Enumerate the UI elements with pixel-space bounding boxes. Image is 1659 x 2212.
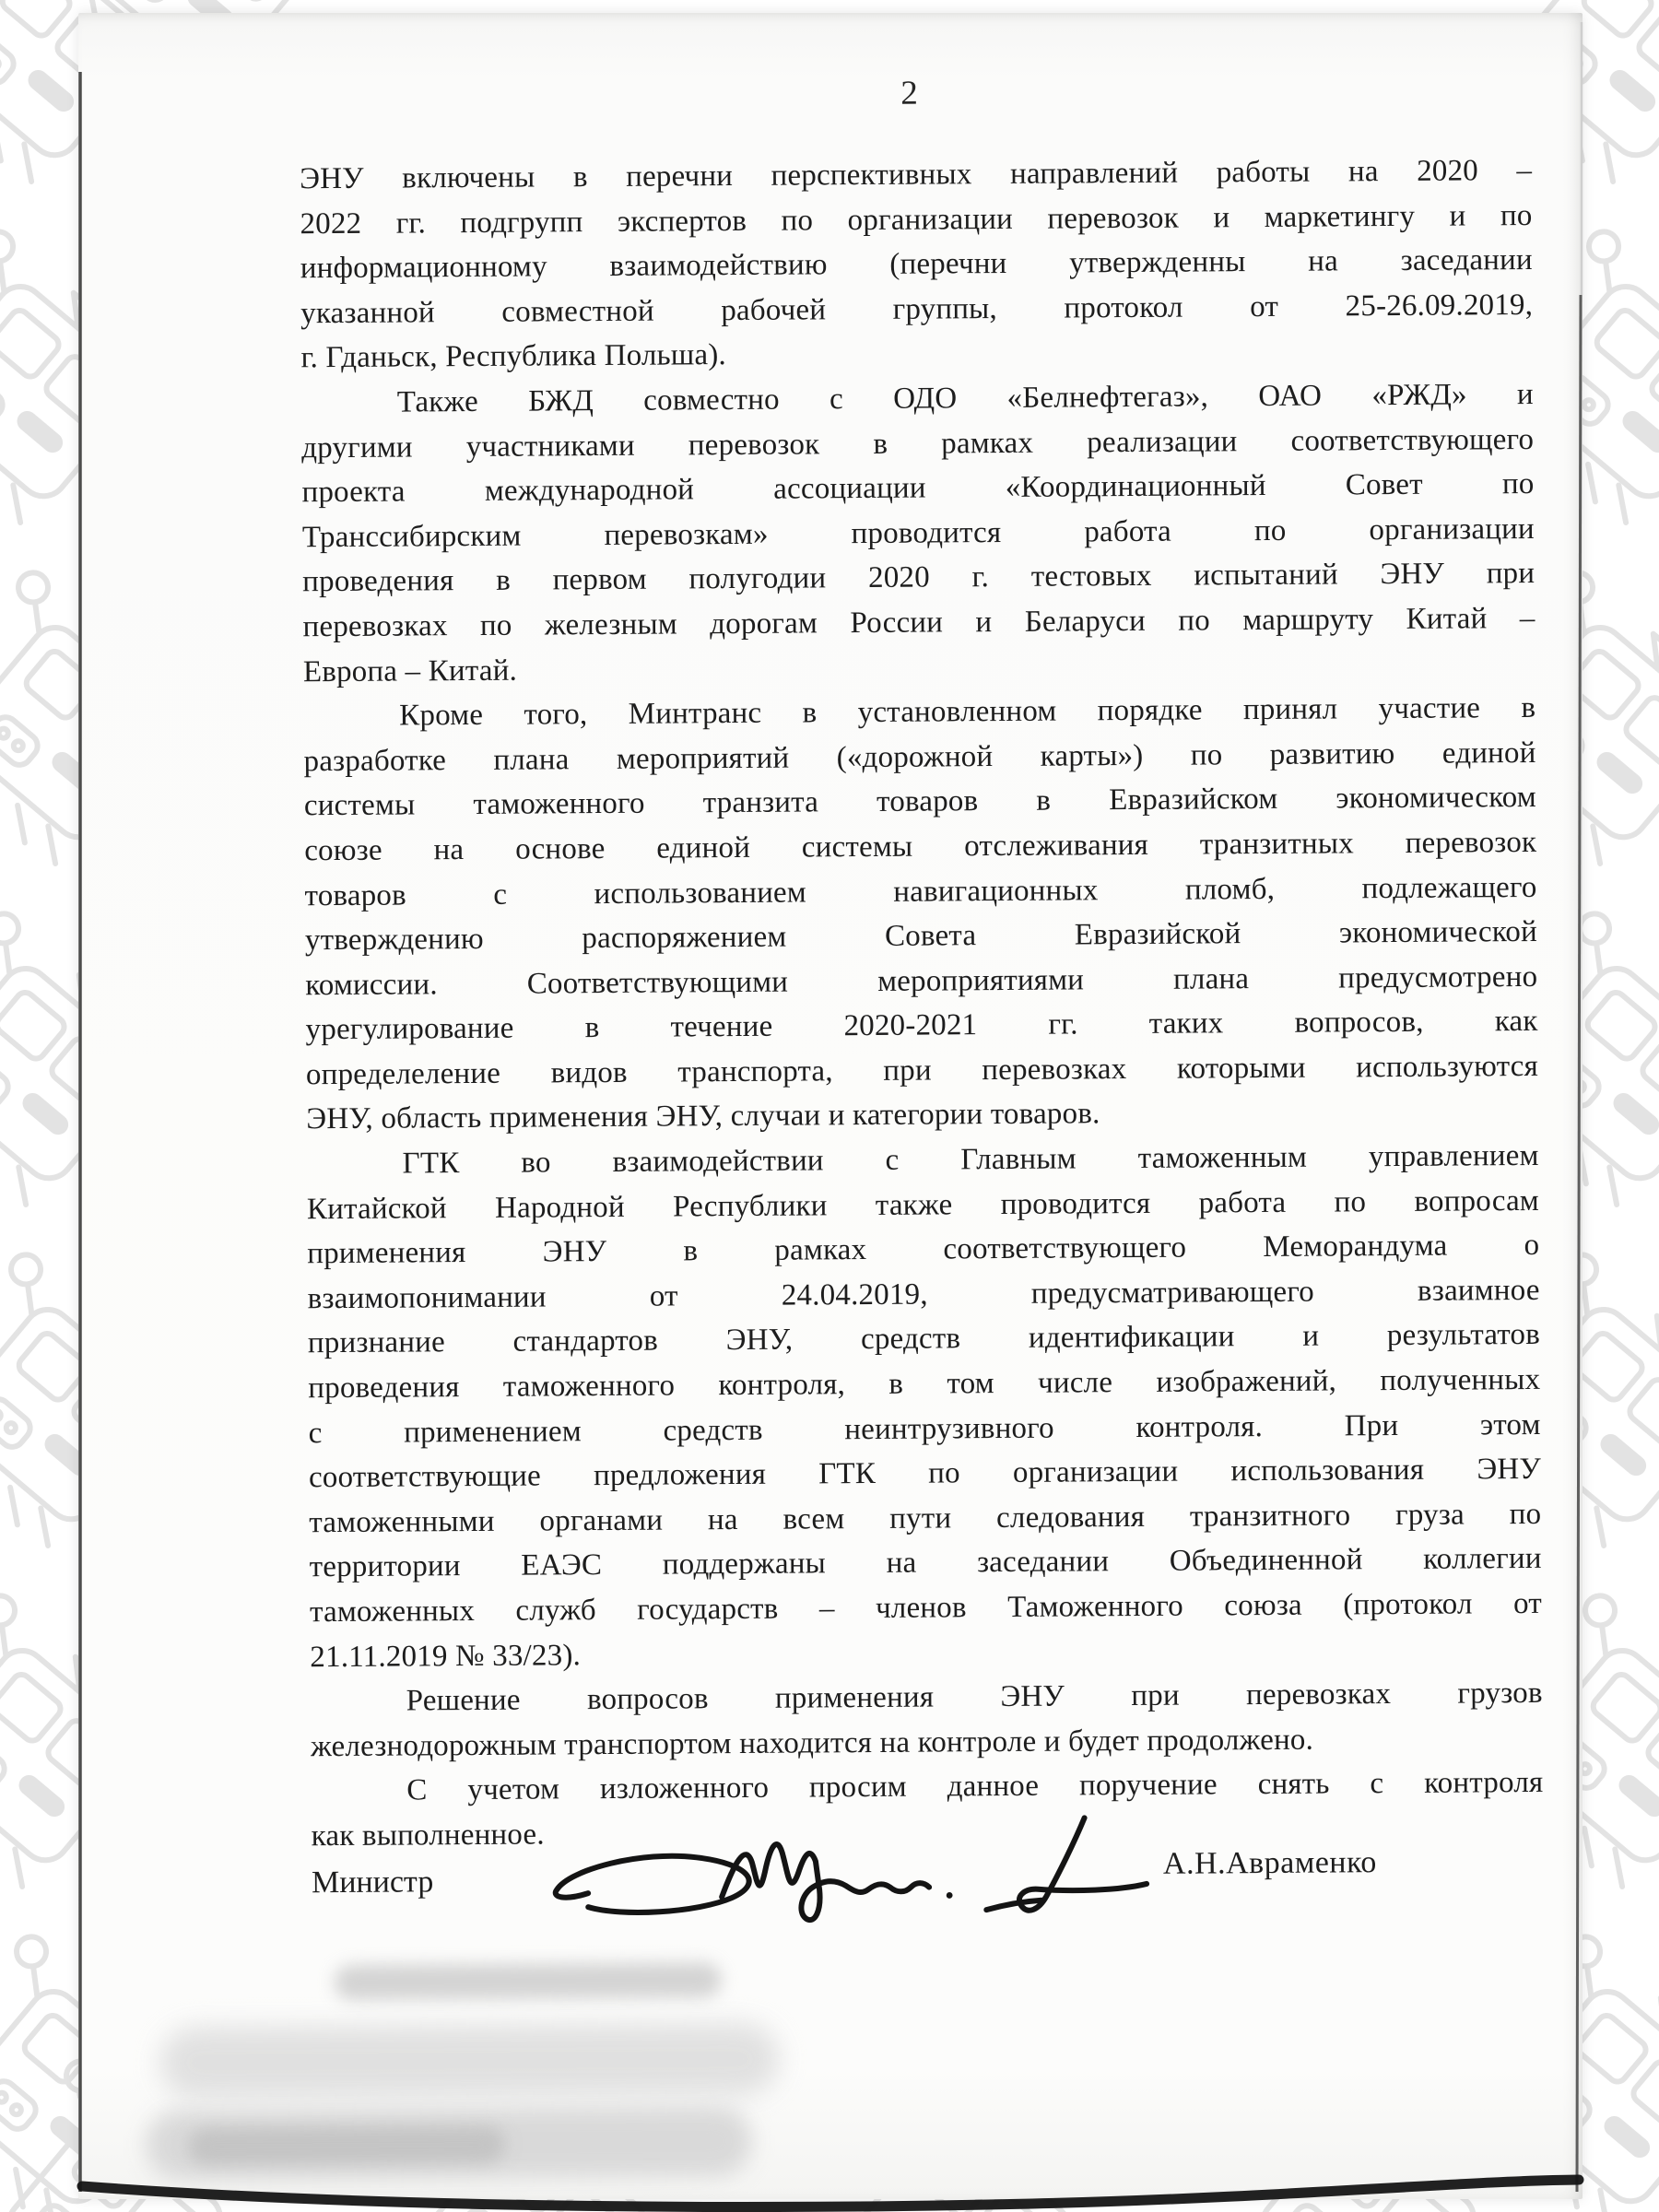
document-line: соответствующие предложения ГТК по организации использования ЭНУ xyxy=(308,1453,1542,1495)
document-line: 21.11.2019 № 33/23). xyxy=(310,1638,582,1674)
document-line: признание стандартов ЭНУ, средств идентификации и результатов xyxy=(307,1318,1541,1360)
document-line: разработке плана мероприятий («дорожной карты») по развитию единой xyxy=(303,735,1536,778)
document-line: проведения в первом полугодии 2020 г. тестовых испытаний ЭНУ при xyxy=(302,557,1535,599)
document-line: союзе на основе единой системы отслеживания транзитных перевозок xyxy=(304,825,1537,868)
document-line: территории ЕАЭС поддержаны на заседании Объединенной коллегии xyxy=(309,1542,1542,1584)
document-line: ГТК во взаимодействии с Главным таможенным управлением xyxy=(402,1138,1539,1181)
document-line: Также БЖД совместно с ОДО «Белнефтегаз», ОАО «РЖД» и xyxy=(396,377,1534,419)
document-line: железнодорожным транспортом находится на контроле и будет продолжено. xyxy=(310,1723,1314,1764)
paragraph xyxy=(303,686,1538,1142)
document-line: определеление видов транспорта, при перевозках которыми используются xyxy=(305,1049,1539,1092)
document-line: проведения таможенного контроля, в том числе изображений, полученных xyxy=(308,1362,1541,1406)
document-line: другими участниками перевозок в рамках реализации соответствующего xyxy=(301,422,1535,465)
document-line: как выполненное. xyxy=(311,1818,545,1853)
document-page xyxy=(78,13,1583,2199)
document-line: утверждению распоряжением Совета Евразийской экономической xyxy=(304,915,1538,958)
signatory-title: Министр xyxy=(311,1865,434,1900)
document-line: системы таможенного транзита товаров в Евразийском экономическом xyxy=(303,781,1536,823)
document-line: проекта международной ассоциации «Координационный Совет по xyxy=(301,467,1535,510)
page-number: 2 xyxy=(900,74,918,112)
paragraph xyxy=(311,1671,1544,1770)
document-line: указанной совместной рабочей группы, протокол от 25-26.09.2019, xyxy=(300,288,1534,331)
document-line: Европа – Китай. xyxy=(302,653,518,688)
document-body xyxy=(300,148,1544,1859)
document-line: Транссибирским перевозкам» проводится работа по организации xyxy=(301,512,1535,555)
document-line: товаров с использованием навигационных пломб, подлежащего xyxy=(304,870,1537,912)
redaction-streak xyxy=(159,2023,780,2100)
document-line: г. Гданьск, Республика Польша). xyxy=(300,338,727,375)
document-line: урегулирование в течение 2020-2021 гг. таких вопросов, как xyxy=(305,1005,1538,1047)
document-line: перевозках по железным дорогам России и Беларуси по маршруту Китай – xyxy=(302,601,1535,644)
document-line: С учетом изложенного просим данное поручение снять с контроля xyxy=(406,1766,1544,1807)
redaction-streak xyxy=(335,1962,722,2000)
paragraph xyxy=(306,1134,1542,1679)
document-line: применения ЭНУ в рамках соответствующего Меморандума о xyxy=(307,1229,1540,1271)
redaction-streak xyxy=(188,2126,505,2165)
document-line: информационному взаимодействию (перечни утвержденны на заседании xyxy=(300,243,1533,286)
document-line: ЭНУ, область применения ЭНУ, случаи и категории товаров. xyxy=(306,1097,1100,1136)
document-line: таможенными органами на всем пути следования транзитного груза по xyxy=(309,1497,1542,1540)
document-line: таможенных служб государств – членов Таможенного союза (протокол от xyxy=(309,1586,1543,1630)
document-line: Решение вопросов применения ЭНУ при перевозках грузов xyxy=(406,1677,1543,1718)
document-line: комиссии. Соответствующими мероприятиями плана предусмотрено xyxy=(305,959,1538,1002)
document-line: ЭНУ включены в перечни перспективных направлений работы на 2020 – xyxy=(300,153,1533,196)
signature-icon xyxy=(533,1805,1160,1947)
paragraph xyxy=(300,148,1534,381)
document-line: взаимопонимании от 24.04.2019, предусматривающего взаимное xyxy=(307,1273,1540,1316)
document-line: 2022 гг. подгрупп экспертов по организации перевозок и маркетингу и по xyxy=(300,198,1533,241)
signatory-name: А.Н.Авраменко xyxy=(1162,1845,1377,1881)
paragraph xyxy=(301,372,1535,694)
document-line: Кроме того, Минтранс в установленном порядке принял участие в xyxy=(399,691,1536,733)
document-line: с применением средств неинтрузивного контроля. При этом xyxy=(308,1407,1541,1450)
document-line: Китайской Народной Республики также проводится работа по вопросам xyxy=(306,1183,1540,1226)
